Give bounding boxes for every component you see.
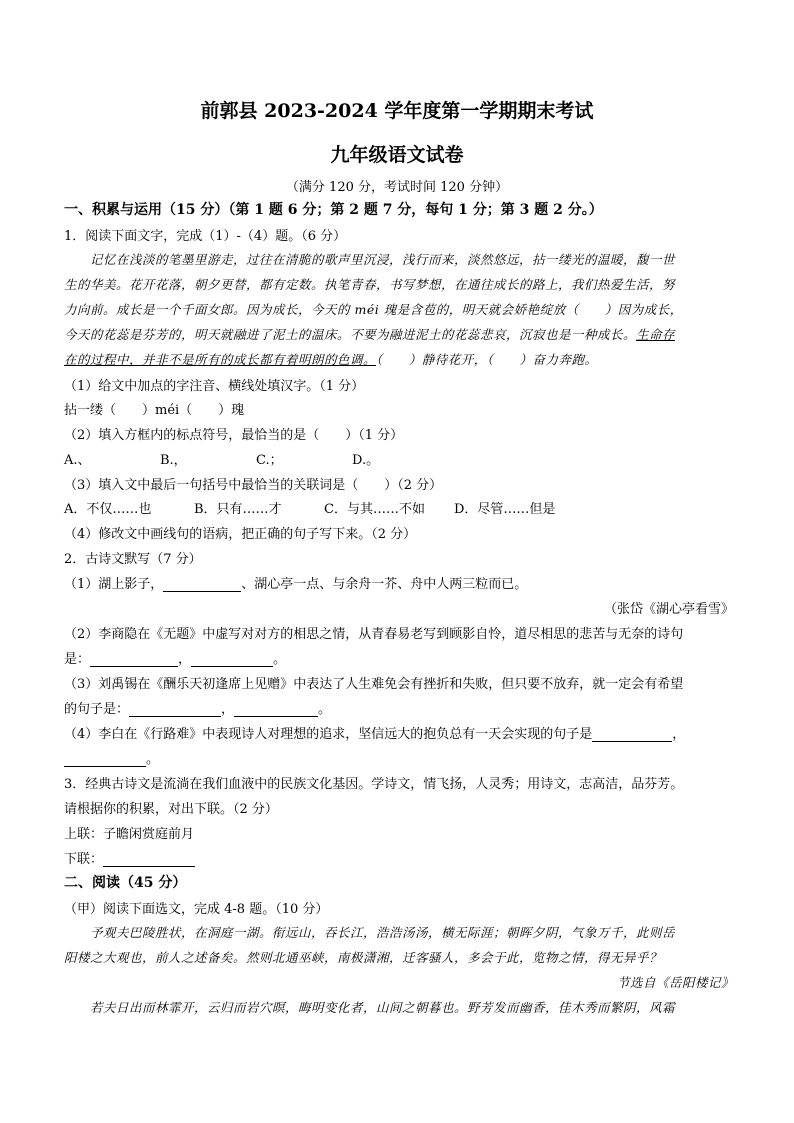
- passage-line-5: [64, 350, 734, 368]
- classical-text-line-1: 予观夫巴陵胜状，在洞庭一湖。衔远山，吞长江，浩浩汤汤，横无际涯；朝晖夕阴，气象万千，此则岳: [90, 925, 676, 940]
- q3-upper-couplet: 上联：子瞻闲赏庭前月: [64, 827, 195, 842]
- q3-line-b: 请根据你的积累，对出下联。（2 分）: [64, 802, 278, 817]
- q2-4-text: （4）李白在《行路难》中表现诗人对理想的追求，坚信远大的抱负总有一天会实现的句子是: [64, 727, 593, 742]
- passage-line-2: 生的华美。花开花落，朝夕更替，都有定数。执笔青春，书写梦想，在通往成长的路上，我们热爱生活，努: [64, 277, 676, 292]
- passage-line-4: [64, 325, 734, 343]
- q3-line-a: 3．经典古诗文是流淌在我们血液中的民族文化基因。学诗文，情飞扬，人灵秀；用诗文，志高洁，品芬芳。: [64, 777, 684, 792]
- q2-4-blank-1[interactable]: [592, 727, 672, 742]
- part-a-intro: （甲）阅读下面选文，完成 4-8 题。（10 分）: [64, 902, 329, 917]
- q1-3-option-b: B．只有……才: [194, 502, 282, 517]
- q2-3-period: 。: [318, 702, 332, 717]
- q2-4-comma: ，: [672, 727, 686, 742]
- q3-lower-blank[interactable]: [103, 852, 195, 867]
- q1-2-options: [64, 449, 734, 468]
- q2-4-blank-2[interactable]: [64, 752, 146, 767]
- q1-2-option-a: A.、: [64, 453, 91, 468]
- q2-2-text: 是：: [64, 652, 91, 667]
- q2-3-line-a: （3）刘禹锡在《酬乐天初逢席上见赠》中表达了人生难免会有挫折和失败，但只要不放弃，就一定会有希望: [64, 677, 684, 692]
- q2-1-blank[interactable]: [163, 577, 241, 592]
- q2-3-comma: ，: [221, 702, 235, 717]
- q2-4-period: 。: [146, 752, 160, 767]
- q2-1-text-b: 、湖心亭一点、与余舟一芥、舟中人两三粒而已。: [241, 577, 528, 592]
- q3-lower-label: 下联：: [64, 852, 104, 867]
- exam-subtitle: 九年级语文试卷: [330, 144, 464, 166]
- passage-line-5-rest: （ ）静待花开，（ ）奋力奔跑。: [376, 352, 598, 367]
- q1-2-option-d: D.。: [352, 453, 380, 468]
- q1-4: （4）修改文中画线句的语病，把正确的句子写下来。（2 分）: [64, 527, 417, 542]
- passage-line-4-text: 今天的花蕊是芬芳的，明天就融进了泥土的温床。不要为融进泥土的花蕊悲哀，沉寂也是一种成长。: [64, 327, 637, 342]
- q2-4-line-b: [64, 748, 734, 767]
- q2-2-comma: ，: [178, 652, 192, 667]
- q1-3-option-a: A．不仅……也: [64, 502, 152, 517]
- q2-1-text-a: （1）湖上影子，: [64, 577, 164, 592]
- exam-title: 前郭县 2023-2024 学年度第一学期期末考试: [200, 100, 594, 122]
- q1-2-option-b: B.，: [160, 453, 187, 468]
- q2-intro: 2．古诗文默写（7 分）: [64, 552, 202, 567]
- q3-lower-couplet: [64, 848, 734, 867]
- classical-text-line-3: 若夫日出而林霏开，云归而岩穴暝，晦明变化者，山间之朝暮也。野芳发而幽香，佳木秀而繁阴，风霜: [90, 1000, 676, 1015]
- q2-1-source: （张岱《湖心亭看雪》: [603, 602, 734, 617]
- q2-3-line-b: [64, 698, 734, 717]
- section2-heading: 二、阅读（45 分）: [64, 875, 187, 891]
- q2-2-blank-1[interactable]: [90, 652, 178, 667]
- classical-text-source: 节选自《岳阳楼记》: [616, 975, 734, 990]
- q2-1: [64, 573, 734, 592]
- passage-line-3: 力向前。成长是一个千面女郎。因为成长，今天的 méi 瑰是含苞的，明天就会娇艳绽放（ ）因为成长，: [64, 302, 683, 317]
- q2-2-line-a: （2）李商隐在《无题》中虚写对对方的相思之情，从青春易老写到顾影自怜，道尽相思的悲苦与无奈的诗句: [64, 627, 684, 642]
- q1-2-option-c: C.；: [256, 453, 283, 468]
- underlined-sentence: 在的过程中，并非不是所有的成长都有着明朗的色调。: [64, 352, 377, 367]
- score-time-note: （满分 120 分，考试时间 120 分钟）: [285, 180, 509, 195]
- q1-1-answer: 拈一缕（ ）méi（ ）瑰: [64, 403, 245, 418]
- q1-1: （1）给文中加点的字注音、横线处填汉字。（1 分）: [64, 379, 365, 394]
- q2-2-period: 。: [273, 652, 287, 667]
- q1-intro: 1．阅读下面文字，完成（1）-（4）题。（6 分）: [64, 229, 347, 244]
- underlined-sentence-start: 生命存: [636, 327, 676, 342]
- q2-3-text: 的句子是：: [64, 702, 130, 717]
- q1-3-option-c: C．与其……不如: [324, 502, 425, 517]
- q1-2: （2）填入方框内的标点符号，最恰当的是（ ）（1 分）: [64, 428, 404, 443]
- q1-3-option-d: D．尽管……但是: [454, 502, 556, 517]
- section1-heading: 一、积累与运用（15 分）（第 1 题 6 分；第 2 题 7 分，每句 1 分；第 3 题 2 分。）: [64, 202, 603, 218]
- q1-3-options: [64, 498, 734, 517]
- q1-3: （3）填入文中最后一句括号中最恰当的关联词是（ ）（2 分）: [64, 478, 443, 493]
- q2-4-line-a: [64, 723, 734, 742]
- classical-text-line-2: 阳楼之大观也，前人之述备矣。然则北通巫峡，南极潇湘，迁客骚人，多会于此，览物之情，得无异乎？: [64, 950, 663, 965]
- q2-2-line-b: [64, 648, 734, 667]
- q2-2-blank-2[interactable]: [191, 652, 273, 667]
- q2-3-blank-1[interactable]: [129, 702, 221, 717]
- q2-3-blank-2[interactable]: [234, 702, 318, 717]
- passage-line-1: 记忆在浅淡的笔墨里游走，过往在清脆的歌声里沉浸，浅行而来，淡然悠远，拈一缕光的温暖，馥一世: [90, 252, 676, 267]
